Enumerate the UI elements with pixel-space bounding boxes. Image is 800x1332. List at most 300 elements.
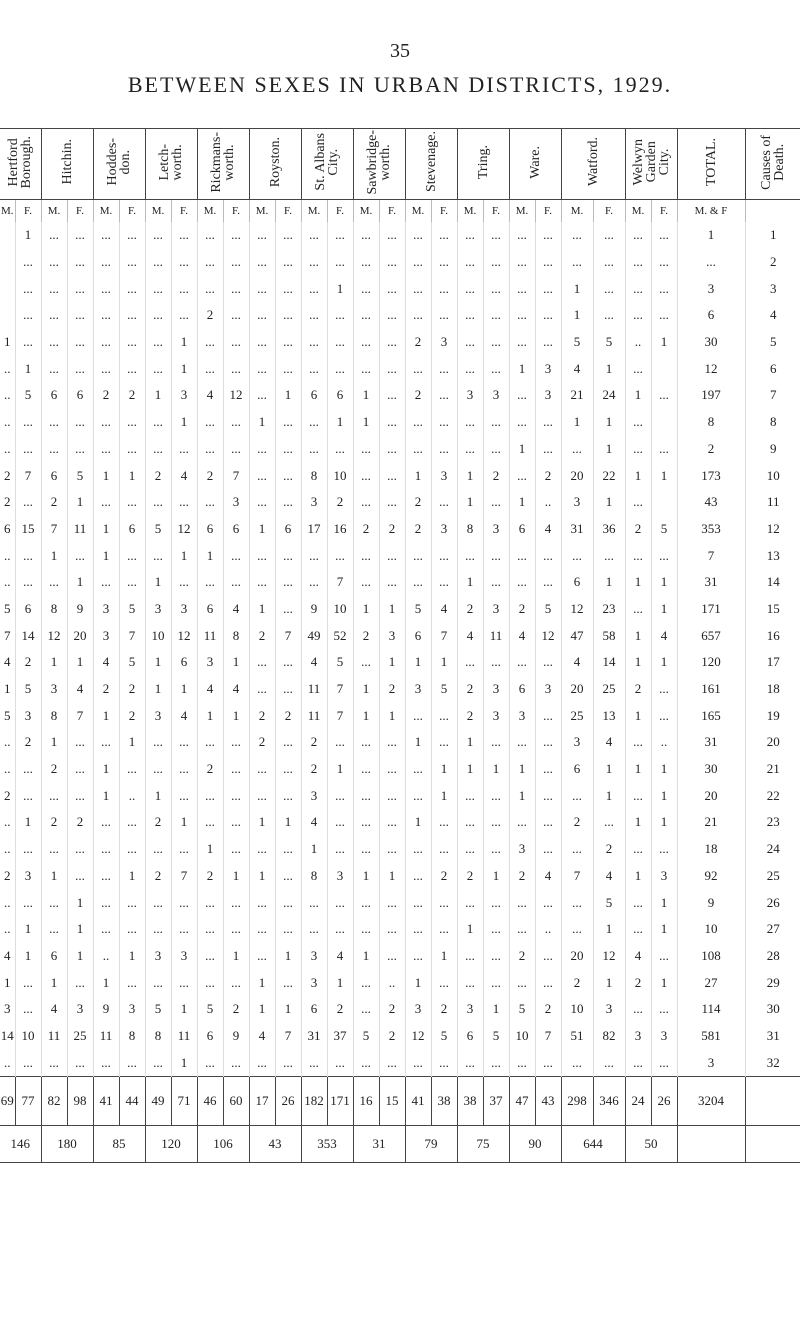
data-cell: ... xyxy=(353,1049,379,1076)
data-cell: ... xyxy=(457,249,483,276)
sex-total-cell: 346 xyxy=(593,1077,625,1126)
causes-sex-blank xyxy=(745,200,800,223)
data-cell: 1 xyxy=(431,782,457,809)
data-cell: 1 xyxy=(93,542,119,569)
table-row xyxy=(0,462,800,489)
data-cell xyxy=(0,302,15,329)
data-cell: ... xyxy=(353,222,379,249)
table-row xyxy=(0,969,800,996)
row-total-cell: 353 xyxy=(677,516,745,543)
data-cell: 7 xyxy=(67,702,93,729)
data-cell: 1 xyxy=(625,569,651,596)
cause-number-cell: 19 xyxy=(745,702,800,729)
data-cell: 1 xyxy=(93,516,119,543)
data-cell: ... xyxy=(223,436,249,463)
sex-total-cell: 182 xyxy=(301,1077,327,1126)
data-cell: 1 xyxy=(593,409,625,436)
data-cell: 7 xyxy=(431,622,457,649)
data-cell: .. xyxy=(4,761,11,777)
data-cell: ... xyxy=(535,702,561,729)
data-cell: 2 xyxy=(457,596,483,623)
district-total-cell: 644 xyxy=(561,1126,625,1163)
data-cell: ... xyxy=(171,969,197,996)
data-cell: 4 xyxy=(197,382,223,409)
data-cell: ... xyxy=(327,249,353,276)
data-cell: 3 xyxy=(93,622,119,649)
data-cell: ... xyxy=(431,275,457,302)
data-cell: 4 xyxy=(223,676,249,703)
data-cell: ... xyxy=(327,542,353,569)
row-total-cell: 114 xyxy=(677,996,745,1023)
data-cell: ... xyxy=(379,943,405,970)
data-cell: ... xyxy=(509,382,535,409)
data-cell: ... xyxy=(561,542,593,569)
data-cell: 2 xyxy=(145,462,171,489)
data-cell: 3 xyxy=(457,382,483,409)
data-cell: ... xyxy=(353,809,379,836)
data-cell: 2 xyxy=(405,382,431,409)
total-label: TOTAL. xyxy=(703,137,719,186)
data-cell: 5 xyxy=(145,516,171,543)
table-row xyxy=(0,756,800,783)
table-row xyxy=(0,863,800,890)
sex-total-cell: 26 xyxy=(275,1077,301,1126)
data-cell: 1 xyxy=(651,782,677,809)
data-cell: 2 xyxy=(93,382,119,409)
data-cell: ... xyxy=(15,275,41,302)
data-cell: ... xyxy=(353,542,379,569)
data-cell: 1 xyxy=(67,569,93,596)
data-cell: ... xyxy=(327,1049,353,1076)
data-cell: 4 xyxy=(197,676,223,703)
combined-totals-row xyxy=(0,1126,800,1163)
sex-total-cell: 82 xyxy=(41,1077,67,1126)
sex-total-cell: 49 xyxy=(145,1077,171,1126)
data-cell: 36 xyxy=(593,516,625,543)
data-cell: .. xyxy=(4,574,11,590)
data-cell: ... xyxy=(67,329,93,356)
data-cell: 4 xyxy=(561,649,593,676)
table-row xyxy=(0,436,800,463)
data-cell: ... xyxy=(197,222,223,249)
data-cell: ... xyxy=(249,382,275,409)
male-label: M. xyxy=(509,200,535,223)
data-cell: 25 xyxy=(593,676,625,703)
data-cell: 3 xyxy=(483,596,509,623)
data-cell: ... xyxy=(457,943,483,970)
data-cell: 8 xyxy=(301,462,327,489)
data-cell: 2 xyxy=(353,516,379,543)
data-cell: ... xyxy=(301,302,327,329)
data-cell: 2 xyxy=(379,516,405,543)
data-cell: 14 xyxy=(593,649,625,676)
female-label: F. xyxy=(651,200,677,223)
data-cell: ... xyxy=(457,409,483,436)
data-cell: ... xyxy=(379,462,405,489)
data-cell: 20 xyxy=(561,943,593,970)
data-cell: ... xyxy=(275,729,301,756)
data-cell: ... xyxy=(171,275,197,302)
data-cell: ... xyxy=(93,809,119,836)
data-cell: ... xyxy=(15,409,41,436)
data-cell: .. xyxy=(4,547,11,563)
data-cell: 7 xyxy=(41,516,67,543)
data-cell: 31 xyxy=(561,516,593,543)
data-cell: ... xyxy=(457,969,483,996)
data-cell: 2 xyxy=(93,676,119,703)
data-cell: 1 xyxy=(483,756,509,783)
data-cell: 6 xyxy=(327,382,353,409)
data-cell: 1 xyxy=(561,302,593,329)
data-cell: 1 xyxy=(171,809,197,836)
data-cell xyxy=(651,355,677,382)
data-cell: ... xyxy=(509,409,535,436)
data-cell: 6 xyxy=(561,756,593,783)
male-label: M. xyxy=(561,200,593,223)
data-cell: 6 xyxy=(197,1023,223,1050)
data-cell: 1 xyxy=(4,974,11,990)
data-cell: ... xyxy=(509,809,535,836)
district-header xyxy=(457,129,509,200)
data-cell: 4 xyxy=(651,622,677,649)
data-cell: ... xyxy=(93,436,119,463)
data-cell: 2 xyxy=(15,729,41,756)
data-cell: ... xyxy=(561,249,593,276)
data-cell: ... xyxy=(509,729,535,756)
data-cell: ... xyxy=(275,409,301,436)
data-cell: ... xyxy=(171,756,197,783)
data-cell: 11 xyxy=(301,702,327,729)
data-cell: ... xyxy=(119,756,145,783)
female-label: F. xyxy=(275,200,301,223)
data-cell: 2 xyxy=(625,676,651,703)
data-cell: 2 xyxy=(561,809,593,836)
data-cell: ... xyxy=(535,569,561,596)
data-cell: 3 xyxy=(405,996,431,1023)
data-cell: 1 xyxy=(651,649,677,676)
female-label: F. xyxy=(593,200,625,223)
data-cell: ... xyxy=(145,275,171,302)
data-cell: ... xyxy=(171,249,197,276)
data-cell: 6 xyxy=(457,1023,483,1050)
data-cell: 7 xyxy=(561,863,593,890)
female-label: F. xyxy=(67,200,93,223)
table-row xyxy=(0,516,800,543)
data-cell: ... xyxy=(249,436,275,463)
data-cell: ... xyxy=(483,355,509,382)
data-cell: 3 xyxy=(145,596,171,623)
data-cell: 2 xyxy=(197,863,223,890)
data-cell: 3 xyxy=(483,676,509,703)
data-cell: 2 xyxy=(405,516,431,543)
table-row xyxy=(0,489,800,516)
data-cell: .. xyxy=(119,782,145,809)
row-total-cell: 31 xyxy=(677,729,745,756)
data-cell: ... xyxy=(145,249,171,276)
cause-number-cell: 20 xyxy=(745,729,800,756)
data-cell: ... xyxy=(457,329,483,356)
data-cell: ... xyxy=(119,836,145,863)
data-cell: ... xyxy=(379,222,405,249)
data-cell: 51 xyxy=(561,1023,593,1050)
data-cell: 2 xyxy=(41,489,67,516)
data-cell: 2 xyxy=(301,756,327,783)
data-cell: ... xyxy=(119,569,145,596)
table-row xyxy=(0,542,800,569)
data-cell: ... xyxy=(145,836,171,863)
cause-number-cell: 3 xyxy=(745,275,800,302)
data-cell: ... xyxy=(275,1049,301,1076)
data-cell: 1 xyxy=(593,969,625,996)
data-cell: ... xyxy=(171,489,197,516)
data-cell: 47 xyxy=(561,622,593,649)
cause-number-cell: 13 xyxy=(745,542,800,569)
cause-number-cell: 5 xyxy=(745,329,800,356)
data-cell: ... xyxy=(483,275,509,302)
data-cell: ... xyxy=(431,729,457,756)
sex-total-cell: 38 xyxy=(431,1077,457,1126)
data-cell: ... xyxy=(431,436,457,463)
data-cell: 2 xyxy=(275,702,301,729)
cause-number-cell: 9 xyxy=(745,436,800,463)
data-cell: ... xyxy=(275,649,301,676)
data-cell: ... xyxy=(15,302,41,329)
data-cell: 3 xyxy=(535,355,561,382)
data-cell: ... xyxy=(483,916,509,943)
data-cell: ... xyxy=(561,916,593,943)
data-cell: ... xyxy=(249,302,275,329)
table-row xyxy=(0,1049,800,1076)
data-cell: 2 xyxy=(457,676,483,703)
data-cell: 2 xyxy=(509,596,535,623)
female-label: F. xyxy=(171,200,197,223)
data-cell: ... xyxy=(41,329,67,356)
data-cell: 1 xyxy=(405,729,431,756)
mortality-table xyxy=(0,128,800,1163)
data-cell: ... xyxy=(593,809,625,836)
row-total-cell: 108 xyxy=(677,943,745,970)
data-cell: ... xyxy=(197,249,223,276)
data-cell: 12 xyxy=(171,622,197,649)
male-label: M. xyxy=(145,200,171,223)
data-cell: ... xyxy=(275,329,301,356)
data-cell: ... xyxy=(457,809,483,836)
data-cell: 2 xyxy=(145,809,171,836)
data-cell: 6 xyxy=(509,676,535,703)
data-cell: ... xyxy=(67,756,93,783)
data-cell: 9 xyxy=(223,1023,249,1050)
district-name: Rickmans- worth. xyxy=(209,131,237,193)
data-cell: ... xyxy=(145,436,171,463)
data-cell: 2 xyxy=(625,969,651,996)
data-cell: ... xyxy=(509,1049,535,1076)
data-cell: 2 xyxy=(535,996,561,1023)
data-cell: ... xyxy=(483,542,509,569)
cause-number-cell: 23 xyxy=(745,809,800,836)
data-cell: 1 xyxy=(651,809,677,836)
data-cell: ... xyxy=(275,542,301,569)
data-cell: ... xyxy=(223,1049,249,1076)
data-cell: ... xyxy=(145,542,171,569)
cause-number-cell: 15 xyxy=(745,596,800,623)
data-cell: .. xyxy=(4,440,11,456)
data-cell: ... xyxy=(535,222,561,249)
data-cell: ... xyxy=(93,249,119,276)
data-cell: ... xyxy=(379,782,405,809)
data-cell: ... xyxy=(145,329,171,356)
data-cell: ... xyxy=(275,436,301,463)
data-cell xyxy=(651,409,677,436)
row-total-cell: 43 xyxy=(677,489,745,516)
data-cell: ... xyxy=(405,916,431,943)
data-cell: 3 xyxy=(15,702,41,729)
data-cell: ... xyxy=(535,756,561,783)
data-cell: 1 xyxy=(145,382,171,409)
cause-number-cell: 12 xyxy=(745,516,800,543)
data-cell: ... xyxy=(119,916,145,943)
data-cell: ... xyxy=(197,916,223,943)
data-cell: ... xyxy=(353,249,379,276)
data-cell: ... xyxy=(651,436,677,463)
data-cell: ... xyxy=(509,275,535,302)
data-cell: ... xyxy=(15,782,41,809)
data-cell: 3 xyxy=(431,329,457,356)
data-cell: ... xyxy=(145,969,171,996)
data-cell: ... xyxy=(67,1049,93,1076)
district-name: Tring. xyxy=(475,144,491,180)
data-cell: 2 xyxy=(593,836,625,863)
data-cell: ... xyxy=(223,222,249,249)
data-cell: 1 xyxy=(171,996,197,1023)
female-label: F. xyxy=(223,200,249,223)
data-cell: 1 xyxy=(353,943,379,970)
district-name: Hitchin. xyxy=(59,139,75,185)
table-row xyxy=(0,1023,800,1050)
data-cell: ... xyxy=(431,969,457,996)
data-cell: ... xyxy=(327,355,353,382)
data-cell: ... xyxy=(301,569,327,596)
data-cell: 1 xyxy=(651,462,677,489)
data-cell: 4 xyxy=(535,516,561,543)
data-cell: 3 xyxy=(483,382,509,409)
district-total-cell: 85 xyxy=(93,1126,145,1163)
row-total-cell: 7 xyxy=(677,542,745,569)
data-cell: .. xyxy=(4,360,11,376)
data-cell: .. xyxy=(4,414,11,430)
data-cell: ... xyxy=(535,1049,561,1076)
data-cell: ... xyxy=(223,355,249,382)
data-cell: 3 xyxy=(431,516,457,543)
row-total-cell: 161 xyxy=(677,676,745,703)
data-cell: 2 xyxy=(457,702,483,729)
data-cell: 4 xyxy=(593,863,625,890)
data-cell: 10 xyxy=(509,1023,535,1050)
data-cell: 1 xyxy=(145,676,171,703)
data-cell: ... xyxy=(223,569,249,596)
data-cell: 7 xyxy=(327,676,353,703)
data-cell: ... xyxy=(119,275,145,302)
data-cell: 1 xyxy=(249,596,275,623)
table-row xyxy=(0,782,800,809)
female-label: F. xyxy=(431,200,457,223)
data-cell: ... xyxy=(93,355,119,382)
causes-label: Causes of Death. xyxy=(759,134,787,190)
data-cell: 1 xyxy=(275,809,301,836)
district-total-cell: 75 xyxy=(457,1126,509,1163)
male-label: M. xyxy=(93,200,119,223)
data-cell: 2 xyxy=(561,969,593,996)
data-cell: 17 xyxy=(301,516,327,543)
data-cell: ... xyxy=(15,569,41,596)
row-total-cell: 2 xyxy=(677,436,745,463)
data-cell: ... xyxy=(15,329,41,356)
data-cell: 6 xyxy=(301,382,327,409)
data-cell: 5 xyxy=(483,1023,509,1050)
data-cell: ... xyxy=(483,836,509,863)
data-cell: ... xyxy=(41,889,67,916)
data-cell: ... xyxy=(223,836,249,863)
data-cell: ... xyxy=(145,889,171,916)
data-cell: ... xyxy=(457,302,483,329)
data-cell: ... xyxy=(405,409,431,436)
district-total-cell: 31 xyxy=(353,1126,405,1163)
data-cell: ... xyxy=(249,569,275,596)
male-label: M. xyxy=(197,200,223,223)
data-cell: 52 xyxy=(327,622,353,649)
data-cell: .. xyxy=(535,916,561,943)
data-cell: 3 xyxy=(535,382,561,409)
data-cell: 1 xyxy=(593,436,625,463)
sex-total-cell: 69 xyxy=(0,1077,15,1126)
data-cell: ... xyxy=(483,329,509,356)
cause-number-cell: 26 xyxy=(745,889,800,916)
data-cell: ... xyxy=(625,222,651,249)
table-row xyxy=(0,943,800,970)
sex-total-cell: 37 xyxy=(483,1077,509,1126)
data-cell: 1 xyxy=(41,542,67,569)
sex-total-cell: 16 xyxy=(353,1077,379,1126)
data-cell: 10 xyxy=(327,596,353,623)
data-cell: 1 xyxy=(509,489,535,516)
data-cell: 1 xyxy=(145,649,171,676)
data-cell: 1 xyxy=(625,622,651,649)
data-cell: 2 xyxy=(4,867,11,883)
data-cell: ... xyxy=(651,275,677,302)
data-cell: ... xyxy=(405,302,431,329)
data-cell: ... xyxy=(171,222,197,249)
data-cell: 2 xyxy=(625,516,651,543)
data-cell: 3 xyxy=(67,996,93,1023)
data-cell: ... xyxy=(509,916,535,943)
data-cell: 8 xyxy=(457,516,483,543)
data-cell: ... xyxy=(535,302,561,329)
cause-number-cell: 10 xyxy=(745,462,800,489)
data-cell: ... xyxy=(509,542,535,569)
data-cell: 8 xyxy=(223,622,249,649)
data-cell: 1 xyxy=(593,489,625,516)
data-cell: ... xyxy=(197,569,223,596)
cause-number-cell: 32 xyxy=(745,1049,800,1076)
district-header xyxy=(249,129,301,200)
data-cell: ... xyxy=(327,889,353,916)
male-label: M. xyxy=(353,200,379,223)
data-cell: 5 xyxy=(405,596,431,623)
cause-number-cell: 28 xyxy=(745,943,800,970)
data-cell: 1 xyxy=(197,542,223,569)
data-cell: 1 xyxy=(431,756,457,783)
data-cell: ... xyxy=(625,249,651,276)
data-cell: 4 xyxy=(457,622,483,649)
